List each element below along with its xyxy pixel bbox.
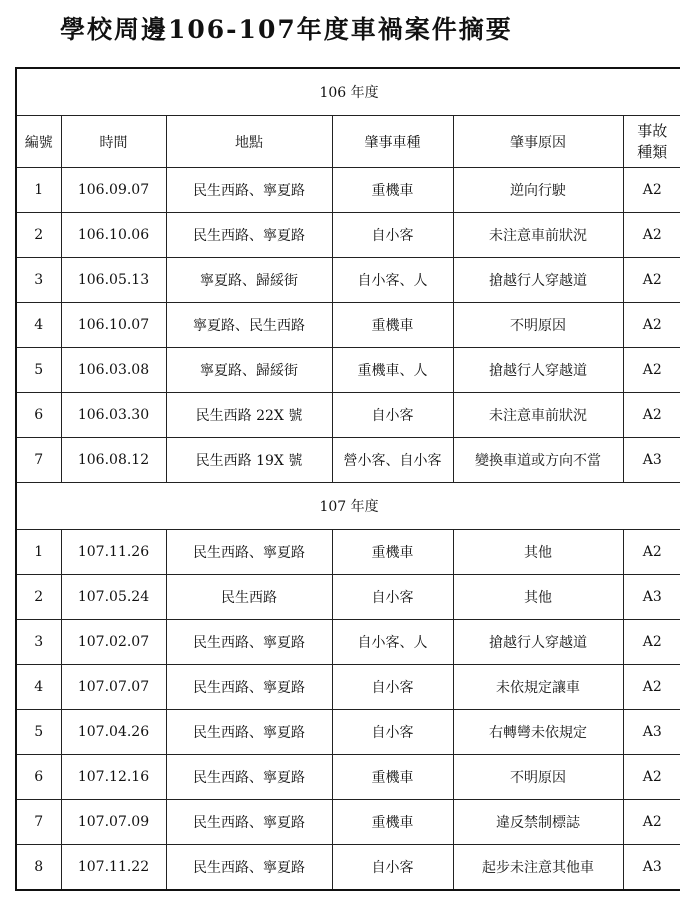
- cell-type: A2: [623, 213, 680, 258]
- cell-cause: 其他: [453, 575, 623, 620]
- column-header-no: 編號: [16, 116, 61, 168]
- cell-place: 民生西路、寧夏路: [166, 710, 332, 755]
- column-header-cause: 肇事原因: [453, 116, 623, 168]
- table-row: [16, 258, 680, 303]
- cell-vehicle: 重機車、人: [332, 348, 453, 393]
- cell-no: 8: [16, 845, 61, 891]
- cell-cause: 未注意車前狀況: [453, 393, 623, 438]
- table-row: [16, 665, 680, 710]
- page-title: 學校周邊106-107年度車禍案件摘要: [60, 15, 513, 44]
- cell-no: 5: [16, 348, 61, 393]
- cell-date: 107.05.24: [61, 575, 166, 620]
- cell-vehicle: 自小客: [332, 845, 453, 891]
- cell-date: 106.05.13: [61, 258, 166, 303]
- cell-type: A2: [623, 755, 680, 800]
- cell-type: A2: [623, 530, 680, 575]
- cell-vehicle: 自小客: [332, 575, 453, 620]
- cell-place: 民生西路 19X 號: [166, 438, 332, 483]
- cell-no: 2: [16, 575, 61, 620]
- cell-no: 7: [16, 438, 61, 483]
- cell-type: A2: [623, 348, 680, 393]
- year-label: 106 年度: [16, 68, 680, 116]
- cell-no: 1: [16, 530, 61, 575]
- table-row: [16, 348, 680, 393]
- table-row: [16, 213, 680, 258]
- cell-vehicle: 營小客、自小客: [332, 438, 453, 483]
- cell-date: 106.03.08: [61, 348, 166, 393]
- column-header-time: 時間: [61, 116, 166, 168]
- cell-cause: 不明原因: [453, 303, 623, 348]
- cell-place: 民生西路、寧夏路: [166, 620, 332, 665]
- cell-cause: 逆向行駛: [453, 168, 623, 213]
- cell-type: A3: [623, 438, 680, 483]
- cell-place: 寧夏路、民生西路: [166, 303, 332, 348]
- cell-place: 民生西路、寧夏路: [166, 665, 332, 710]
- column-header-place: 地點: [166, 116, 332, 168]
- cell-cause: 搶越行人穿越道: [453, 258, 623, 303]
- cell-place: 民生西路 22X 號: [166, 393, 332, 438]
- cell-place: 民生西路: [166, 575, 332, 620]
- cell-place: 民生西路、寧夏路: [166, 168, 332, 213]
- table-row: [16, 168, 680, 213]
- cell-type: A2: [623, 620, 680, 665]
- cell-date: 106.09.07: [61, 168, 166, 213]
- cell-cause: 右轉彎未依規定: [453, 710, 623, 755]
- cell-no: 6: [16, 393, 61, 438]
- cell-date: 107.04.26: [61, 710, 166, 755]
- cell-cause: 變換車道或方向不當: [453, 438, 623, 483]
- cell-vehicle: 自小客: [332, 393, 453, 438]
- cell-type: A3: [623, 845, 680, 891]
- cell-date: 107.11.22: [61, 845, 166, 891]
- year-label: 107 年度: [16, 483, 680, 530]
- cell-type: A2: [623, 393, 680, 438]
- table-row: [16, 303, 680, 348]
- cell-date: 106.10.06: [61, 213, 166, 258]
- accident-table: [15, 67, 680, 891]
- cell-date: 106.10.07: [61, 303, 166, 348]
- column-header-type: 事故 種類: [623, 116, 680, 168]
- cell-vehicle: 自小客、人: [332, 620, 453, 665]
- year-section-row: [16, 483, 680, 530]
- table-header-row: [16, 116, 680, 168]
- cell-type: A2: [623, 258, 680, 303]
- cell-cause: 起步未注意其他車: [453, 845, 623, 891]
- table-row: [16, 800, 680, 845]
- table-row: [16, 755, 680, 800]
- table-row: [16, 393, 680, 438]
- table-row: [16, 845, 680, 891]
- cell-type: A3: [623, 710, 680, 755]
- cell-date: 107.07.09: [61, 800, 166, 845]
- cell-vehicle: 重機車: [332, 168, 453, 213]
- cell-no: 5: [16, 710, 61, 755]
- cell-type: A2: [623, 800, 680, 845]
- cell-vehicle: 重機車: [332, 755, 453, 800]
- cell-place: 民生西路、寧夏路: [166, 213, 332, 258]
- cell-no: 4: [16, 665, 61, 710]
- cell-type: A2: [623, 168, 680, 213]
- cell-type: A3: [623, 575, 680, 620]
- cell-no: 1: [16, 168, 61, 213]
- cell-date: 107.11.26: [61, 530, 166, 575]
- table-row: [16, 530, 680, 575]
- cell-place: 民生西路、寧夏路: [166, 530, 332, 575]
- cell-cause: 搶越行人穿越道: [453, 348, 623, 393]
- table-row: [16, 710, 680, 755]
- cell-cause: 不明原因: [453, 755, 623, 800]
- cell-no: 6: [16, 755, 61, 800]
- cell-no: 3: [16, 620, 61, 665]
- cell-vehicle: 重機車: [332, 530, 453, 575]
- cell-vehicle: 重機車: [332, 303, 453, 348]
- cell-place: 寧夏路、歸綏街: [166, 258, 332, 303]
- cell-vehicle: 自小客: [332, 213, 453, 258]
- cell-vehicle: 自小客、人: [332, 258, 453, 303]
- cell-vehicle: 自小客: [332, 665, 453, 710]
- table-row: [16, 620, 680, 665]
- cell-type: A2: [623, 665, 680, 710]
- cell-cause: 其他: [453, 530, 623, 575]
- table-row: [16, 438, 680, 483]
- cell-place: 寧夏路、歸綏街: [166, 348, 332, 393]
- cell-date: 107.12.16: [61, 755, 166, 800]
- cell-cause: 搶越行人穿越道: [453, 620, 623, 665]
- cell-date: 107.02.07: [61, 620, 166, 665]
- cell-vehicle: 重機車: [332, 800, 453, 845]
- cell-no: 3: [16, 258, 61, 303]
- cell-cause: 未依規定讓車: [453, 665, 623, 710]
- cell-date: 106.08.12: [61, 438, 166, 483]
- year-section-row: [16, 68, 680, 116]
- cell-no: 4: [16, 303, 61, 348]
- cell-place: 民生西路、寧夏路: [166, 845, 332, 891]
- cell-place: 民生西路、寧夏路: [166, 755, 332, 800]
- cell-vehicle: 自小客: [332, 710, 453, 755]
- cell-date: 106.03.30: [61, 393, 166, 438]
- cell-no: 2: [16, 213, 61, 258]
- column-header-vehicle: 肇事車種: [332, 116, 453, 168]
- cell-cause: 未注意車前狀況: [453, 213, 623, 258]
- cell-cause: 違反禁制標誌: [453, 800, 623, 845]
- cell-date: 107.07.07: [61, 665, 166, 710]
- cell-type: A2: [623, 303, 680, 348]
- cell-no: 7: [16, 800, 61, 845]
- table-row: [16, 575, 680, 620]
- cell-place: 民生西路、寧夏路: [166, 800, 332, 845]
